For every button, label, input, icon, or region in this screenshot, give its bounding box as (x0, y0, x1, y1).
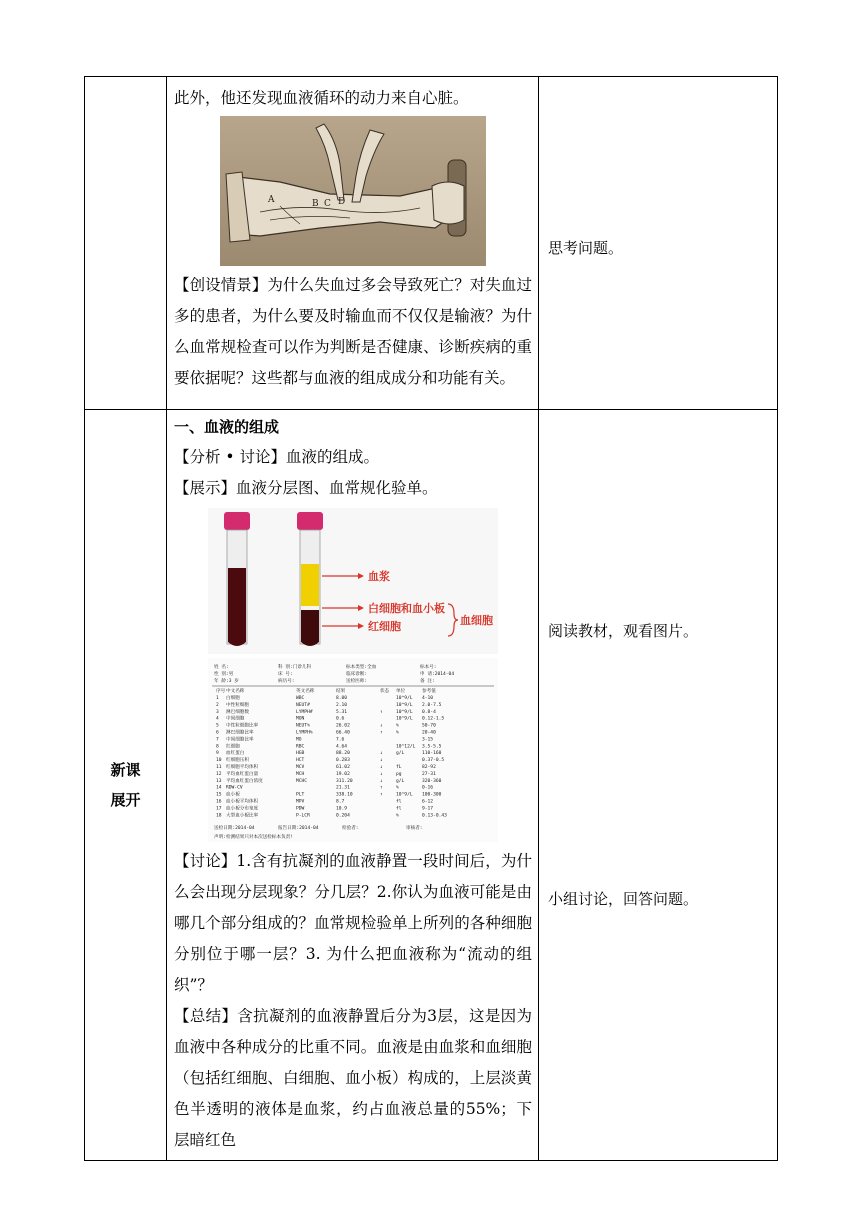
report-cell: fl (396, 806, 402, 812)
report-cell: 2.0-7.5 (422, 702, 442, 708)
student-read-text: 阅读教材，观看图片。 (548, 622, 699, 640)
report-cell: 18 (216, 813, 222, 819)
report-cell: 3.5-5.5 (422, 744, 442, 750)
report-cell: NEUT% (296, 723, 310, 729)
report-cell: 8.00 (336, 696, 348, 701)
arm-experiment-figure (220, 116, 486, 266)
report-header-field: 备 注: (420, 679, 435, 684)
report-cell: 0-16 (422, 785, 434, 791)
report-cell: 4.64 (336, 744, 348, 750)
report-cell: ↑ (380, 792, 383, 798)
discussion-tag: 【讨论】 (174, 852, 237, 870)
summary-text: 含抗凝剂的血液静置后分为3层，这是因为血液中各种成分的比重不同。血液是由血浆和血细胞（包括红细胞、白细胞、血小板）构成的，上层淡黄色半透明的液体是血浆，约占血液总量的55%；下层暗红色 (174, 1007, 532, 1149)
report-header-field: 床 号: (278, 672, 293, 677)
arm-label-c: C (324, 199, 331, 209)
report-cell: 大型血小板比率 (226, 813, 259, 819)
report-header-field: 标本号: (420, 665, 437, 670)
rbc-label: 红细胞 (368, 620, 401, 633)
report-cell: 7.6 (336, 737, 345, 743)
report-cell: 11 (216, 765, 222, 770)
report-cell: P-LCR (296, 813, 310, 819)
report-cell: ↑ (380, 730, 383, 736)
blood-report-image (208, 658, 498, 842)
report-cell: 10 (216, 758, 222, 764)
lesson-table (84, 76, 778, 1161)
report-cell: ↑ (380, 785, 383, 791)
report-column-header: 状态 (380, 689, 390, 694)
report-cell: % (396, 813, 399, 819)
report-cell: 0.283 (336, 758, 350, 764)
report-cell: 10^9/L (396, 696, 413, 701)
arm-label-b: B (312, 199, 319, 209)
student-activity-text: 思考问题。 (548, 238, 624, 257)
report-cell: 110-160 (422, 751, 442, 757)
report-cell: 8 (216, 744, 219, 750)
scenario-text: 为什么失血过多会导致死亡？对失血过多的患者，为什么要及时输血而不仅仅是输液？为什么血常规检查可以作为判断是否健康、诊断疾病的重要依据呢？这些都与血液的组成成分和功能有关。 (174, 276, 532, 387)
report-cell: 平均血红蛋白浓度 (226, 778, 263, 784)
report-header-field: 年 龄:3 岁 (214, 679, 239, 684)
report-cell: 0.204 (336, 813, 350, 819)
report-cell: 血小板 (226, 792, 240, 798)
teacher-activity-cell (167, 410, 539, 1161)
table-row (85, 410, 778, 1161)
report-cell: 27-31 (422, 771, 436, 777)
report-cell: 血小板平均体积 (226, 799, 259, 805)
report-cell: WBC (296, 696, 305, 701)
report-cell: 红细胞压积 (226, 758, 249, 764)
report-header-field: 姓 名: (214, 665, 229, 670)
report-cell: 50-70 (422, 723, 436, 729)
report-cell: 2 (216, 702, 219, 708)
report-cell: ↓ (380, 751, 383, 757)
report-header-field: 标本类型:全血 (346, 665, 377, 670)
intro-text: 此外，他还发现血液循环的动力来自心脏。 (174, 89, 469, 107)
report-cell: 82-92 (422, 765, 436, 770)
report-cell: 血小板分布宽度 (226, 806, 259, 812)
report-cell: 15 (216, 792, 222, 798)
blood-tubes-figure (208, 508, 498, 654)
report-cell: 9-17 (422, 806, 434, 812)
report-cell: MCHC (296, 778, 308, 784)
report-cell: g/L (396, 751, 405, 757)
report-cell: 0.12-1.5 (422, 716, 445, 722)
report-cell: 中性粒细胞 (226, 702, 249, 708)
discussion-paragraph (174, 846, 532, 1001)
section-label-line-2: 展开 (110, 791, 141, 809)
report-cell: 338.10 (336, 792, 353, 798)
student-activity-cell (539, 77, 778, 410)
report-cell: 6 (216, 730, 219, 736)
arm-illustration (220, 116, 486, 266)
report-cell: 淋巴细胞数 (226, 709, 249, 715)
report-cell: MON (296, 716, 305, 722)
report-cell: 320-360 (422, 778, 442, 784)
report-note: 声明:检测结果只对本次送检标本负责! (214, 835, 294, 840)
section-heading: 一、血液的组成 (174, 418, 280, 436)
report-cell: g/L (396, 778, 405, 784)
report-cell: 14 (216, 785, 222, 791)
show-text: 【展示】血液分层图、血常规化验单。 (174, 479, 438, 497)
report-cell: 61.02 (336, 765, 350, 770)
report-cell: PLT (296, 792, 305, 798)
report-cell: 中间细胞 (226, 716, 245, 722)
report-column-header: 序号 (216, 689, 226, 694)
report-cell: 17 (216, 806, 222, 812)
report-cell: LYMPH# (296, 709, 313, 715)
student-discuss-text: 小组讨论，回答问题。 (548, 890, 699, 908)
report-column-header: 中文名称 (226, 689, 245, 694)
report-cell: 白细胞 (226, 696, 240, 701)
report-cell: 16 (216, 799, 222, 805)
report-cell: 血红蛋白 (226, 751, 245, 757)
report-cell: 3-15 (422, 737, 434, 743)
report-cell: 10.9 (336, 806, 348, 812)
report-cell: 5.31 (336, 709, 348, 715)
section-label-line-1: 新课 (110, 761, 141, 779)
report-header-field: 送检医师: (346, 679, 368, 684)
report-cell: MPV (296, 799, 305, 805)
arm-label-a: A (268, 195, 275, 205)
report-footer-field: 检验者: (342, 826, 359, 831)
report-cell: 10^9/L (396, 702, 413, 708)
report-cell: 311.20 (336, 778, 353, 784)
report-header-field: 性 别:男 (214, 672, 234, 677)
report-cell: MCH (296, 771, 305, 777)
report-cell: PDW (296, 806, 305, 812)
report-cell: 21.31 (336, 785, 350, 791)
report-cell: 平均血红蛋白量 (226, 771, 259, 777)
report-cell: 0.6 (336, 716, 345, 722)
report-cell: ↓ (380, 771, 383, 777)
scenario-paragraph (174, 270, 532, 394)
report-cell: 0.8-4 (422, 709, 436, 715)
report-column-header: 单位 (396, 689, 406, 694)
section-label-cell (85, 410, 167, 1161)
report-cell: 19.02 (336, 771, 350, 777)
report-cell: pg (396, 771, 402, 777)
report-cell: 10^12/L (396, 744, 416, 750)
report-cell: % (396, 785, 399, 791)
report-footer-field: 审核者: (406, 826, 423, 831)
report-cell: 12 (216, 771, 222, 777)
arm-label-d: D (338, 197, 346, 207)
student-activity-cell (539, 410, 778, 1161)
teacher-activity-cell (167, 77, 539, 410)
section-cell-empty (85, 77, 167, 410)
blood-report-figure (208, 658, 498, 842)
report-cell: 淋巴细胞比率 (226, 730, 254, 736)
report-cell: 20-40 (422, 730, 436, 736)
report-column-header: 结果 (336, 689, 346, 694)
report-cell: 4-10 (422, 696, 434, 701)
report-cell: 13 (216, 778, 222, 784)
report-cell: RDW-CV (226, 785, 243, 791)
blood-cells-label: 血细胞 (460, 614, 493, 627)
report-cell: 5 (216, 723, 219, 729)
report-cell: ↓ (380, 765, 383, 770)
report-cell: % (396, 723, 399, 729)
report-cell: fl (396, 799, 402, 805)
report-cell: NEUT# (296, 702, 310, 708)
report-cell: 8.7 (336, 799, 345, 805)
report-header-field: 科 别:门诊儿科 (278, 665, 312, 670)
report-cell: 2.10 (336, 702, 348, 708)
scenario-tag: 【创设情景】 (174, 276, 268, 294)
report-cell: 红细胞平均体积 (226, 765, 259, 770)
report-cell: fL (396, 765, 402, 770)
report-cell: 10^9/L (396, 709, 413, 715)
report-cell: LYMPH% (296, 730, 313, 736)
discussion-text: 1.含有抗凝剂的血液静置一段时间后，为什么会出现分层现象？分几层？2.你认为血液可能是由哪几个部分组成的？血常规检验单上所列的各种细胞分别位于哪一层？3. 为什么把血液称为“流动的组织”？ (174, 852, 532, 994)
summary-paragraph (174, 1001, 532, 1156)
report-cell: RBC (296, 744, 305, 750)
report-cell: 88.20 (336, 751, 350, 757)
report-cell: HGB (296, 751, 305, 757)
report-cell: MO (296, 737, 302, 743)
report-cell: 1 (216, 696, 219, 701)
report-cell: HCT (296, 758, 305, 764)
report-cell: 3 (216, 709, 219, 715)
report-footer-field: 送检日期:2014-04 (214, 826, 255, 831)
report-cell: 100-300 (422, 792, 442, 798)
report-cell: 6-12 (422, 799, 434, 805)
report-cell: ↑ (380, 709, 383, 715)
report-column-header: 英文名称 (296, 689, 315, 694)
report-cell: 红细胞 (226, 744, 240, 750)
report-cell: 7 (216, 737, 219, 743)
report-header-field: 临床诊断: (346, 672, 368, 677)
report-cell: 10^9/L (396, 792, 413, 798)
table-row (85, 77, 778, 410)
report-cell: 9 (216, 751, 219, 757)
report-cell: 中间细胞比率 (226, 737, 254, 743)
report-header-field: 申 请:2014-04 (420, 672, 455, 677)
report-cell: 0.37-0.5 (422, 758, 445, 764)
summary-tag: 【总结】 (174, 1007, 238, 1025)
blood-tubes-illustration (208, 508, 498, 654)
report-cell: ↓ (380, 778, 383, 784)
analysis-text: 【分析 • 讨论】血液的组成。 (174, 448, 379, 466)
report-footer-field: 报告日期:2014-04 (278, 826, 319, 831)
report-cell: ↓ (380, 758, 383, 764)
report-cell: ↓ (380, 723, 383, 729)
report-cell: 4 (216, 716, 219, 722)
report-cell: 0.13-0.43 (422, 813, 447, 819)
plasma-label: 血浆 (368, 570, 390, 583)
report-cell: 10^9/L (396, 716, 413, 722)
report-header-field: 病历号: (278, 679, 295, 684)
report-cell: 中性粒细胞比率 (226, 723, 259, 729)
report-cell: % (396, 730, 399, 736)
report-cell: MCV (296, 765, 305, 770)
report-cell: 26.02 (336, 723, 350, 729)
report-cell: 66.40 (336, 730, 350, 736)
wbc-platelet-label: 白细胞和血小板 (368, 602, 445, 615)
report-column-header: 参考值 (422, 689, 436, 694)
